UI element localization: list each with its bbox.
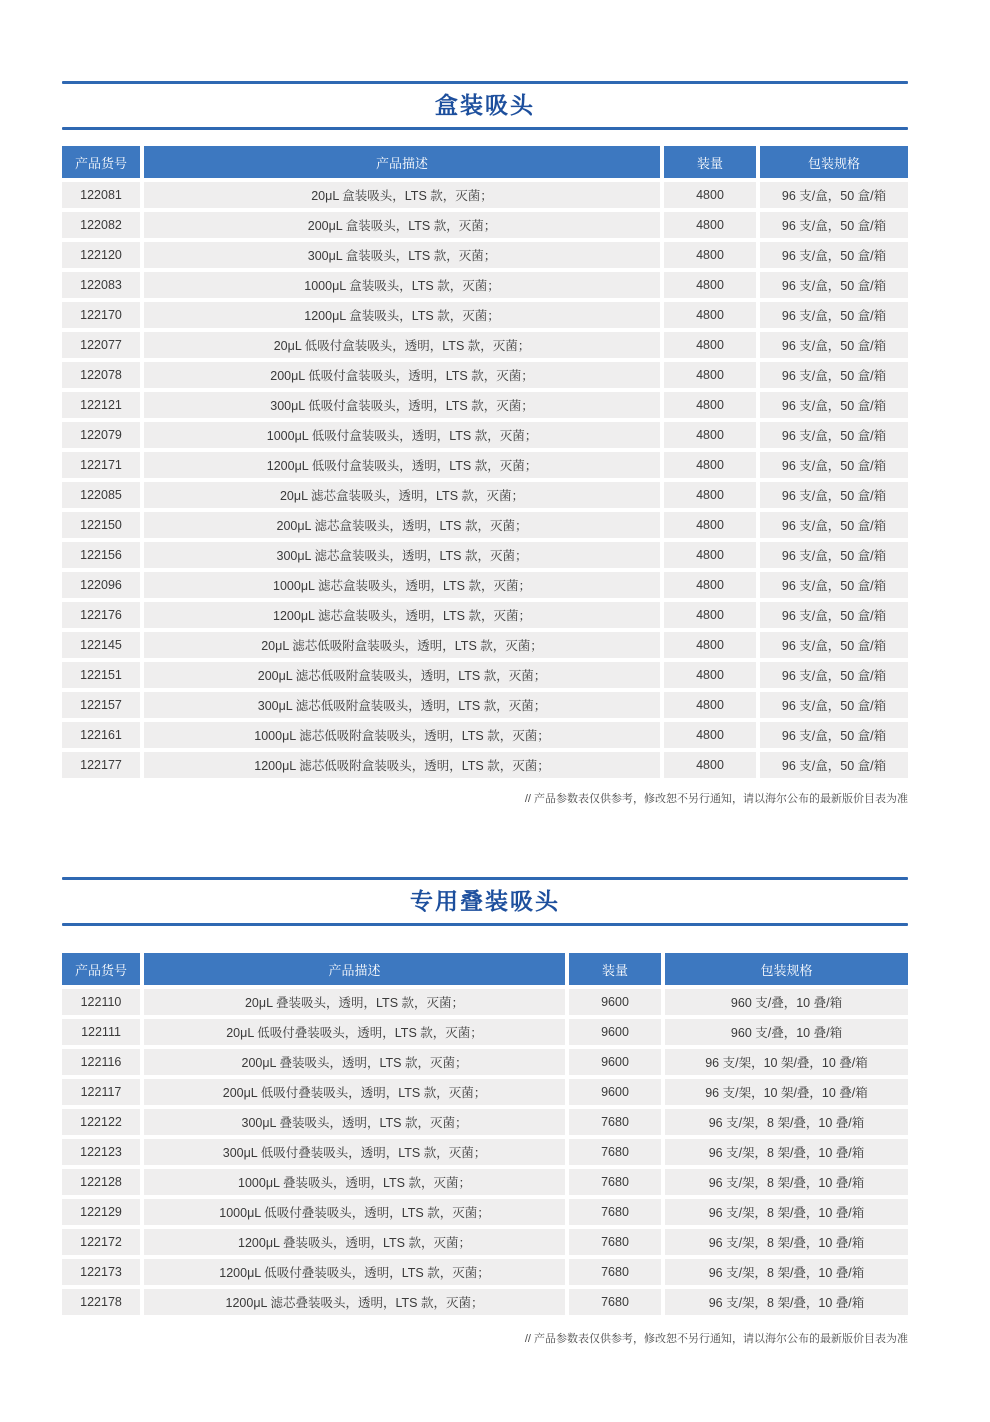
table-cell: 200μL 滤芯盒装吸头，透明，LTS 款，灭菌；	[144, 512, 660, 538]
column-header: 产品货号	[62, 953, 140, 985]
product-table-boxed-tips	[62, 146, 908, 778]
table-cell: 122110	[62, 989, 140, 1015]
table-cell: 960 支/叠，10 叠/箱	[665, 1019, 908, 1045]
table-cell: 122116	[62, 1049, 140, 1075]
table-cell: 7680	[569, 1229, 661, 1255]
table-cell: 1200μL 盒装吸头，LTS 款，灭菌；	[144, 302, 660, 328]
section-stacked-tips	[62, 877, 908, 1346]
table-cell: 1000μL 滤芯盒装吸头，透明，LTS 款，灭菌；	[144, 572, 660, 598]
table-cell: 7680	[569, 1289, 661, 1315]
table-cell: 20μL 低吸付叠装吸头，透明，LTS 款，灭菌；	[144, 1019, 565, 1045]
table-cell: 122150	[62, 512, 140, 538]
table-cell: 20μL 滤芯低吸附盒装吸头，透明，LTS 款，灭菌；	[144, 632, 660, 658]
table-cell: 96 支/盒，50 盒/箱	[760, 752, 908, 778]
product-table-stacked-tips	[62, 953, 908, 1315]
page	[62, 0, 908, 1346]
table-cell: 122177	[62, 752, 140, 778]
table-cell: 1200μL 滤芯叠装吸头，透明，LTS 款，灭菌；	[144, 1289, 565, 1315]
table-cell: 96 支/架，8 架/叠，10 叠/箱	[665, 1199, 908, 1225]
table-cell: 300μL 滤芯低吸附盒装吸头，透明，LTS 款，灭菌；	[144, 692, 660, 718]
table-cell: 122170	[62, 302, 140, 328]
table-cell: 122122	[62, 1109, 140, 1135]
table-cell: 96 支/盒，50 盒/箱	[760, 302, 908, 328]
table-cell: 4800	[664, 302, 756, 328]
table-cell: 4800	[664, 332, 756, 358]
table-cell: 96 支/盒，50 盒/箱	[760, 182, 908, 208]
table-cell: 1200μL 低吸付叠装吸头，透明，LTS 款，灭菌；	[144, 1259, 565, 1285]
table-cell: 300μL 低吸付盒装吸头，透明，LTS 款，灭菌；	[144, 392, 660, 418]
table-cell: 96 支/盒，50 盒/箱	[760, 242, 908, 268]
table-cell: 4800	[664, 452, 756, 478]
table-cell: 122173	[62, 1259, 140, 1285]
table-cell: 1000μL 滤芯低吸附盒装吸头，透明，LTS 款，灭菌；	[144, 722, 660, 748]
table-cell: 122161	[62, 722, 140, 748]
table-cell: 7680	[569, 1169, 661, 1195]
table-cell: 122079	[62, 422, 140, 448]
table-cell: 122085	[62, 482, 140, 508]
table-cell: 4800	[664, 242, 756, 268]
column-header: 包装规格	[665, 953, 908, 985]
column-header: 产品货号	[62, 146, 140, 178]
table-cell: 20μL 低吸付盒装吸头，透明，LTS 款，灭菌；	[144, 332, 660, 358]
table-cell: 96 支/盒，50 盒/箱	[760, 692, 908, 718]
table-cell: 1200μL 滤芯盒装吸头，透明，LTS 款，灭菌；	[144, 602, 660, 628]
table-cell: 122077	[62, 332, 140, 358]
table-cell: 4800	[664, 182, 756, 208]
table-cell: 9600	[569, 1079, 661, 1105]
table-cell: 122120	[62, 242, 140, 268]
table-cell: 122129	[62, 1199, 140, 1225]
table-cell: 4800	[664, 572, 756, 598]
table-cell: 4800	[664, 212, 756, 238]
table-cell: 96 支/盒，50 盒/箱	[760, 212, 908, 238]
table-cell: 96 支/盒，50 盒/箱	[760, 632, 908, 658]
column-header: 装量	[569, 953, 661, 985]
table-cell: 96 支/架，8 架/叠，10 叠/箱	[665, 1169, 908, 1195]
divider-rule-bottom	[62, 923, 908, 926]
section-title-stacked-tips: 专用叠装吸头	[410, 888, 560, 914]
table-cell: 9600	[569, 1049, 661, 1075]
table-cell: 122111	[62, 1019, 140, 1045]
table-cell: 4800	[664, 722, 756, 748]
table-cell: 122151	[62, 662, 140, 688]
table-cell: 122156	[62, 542, 140, 568]
table-cell: 122128	[62, 1169, 140, 1195]
table-cell: 122096	[62, 572, 140, 598]
table-cell: 122178	[62, 1289, 140, 1315]
table-cell: 96 支/盒，50 盒/箱	[760, 602, 908, 628]
table-cell: 300μL 低吸付叠装吸头，透明，LTS 款，灭菌；	[144, 1139, 565, 1165]
table-cell: 200μL 低吸付盒装吸头，透明，LTS 款，灭菌；	[144, 362, 660, 388]
table-cell: 7680	[569, 1139, 661, 1165]
table-cell: 96 支/盒，50 盒/箱	[760, 272, 908, 298]
table-cell: 122172	[62, 1229, 140, 1255]
table-cell: 122082	[62, 212, 140, 238]
column-header: 产品描述	[144, 146, 660, 178]
section-boxed-tips	[62, 81, 908, 806]
table-cell: 4800	[664, 422, 756, 448]
table-cell: 96 支/盒，50 盒/箱	[760, 332, 908, 358]
table-cell: 20μL 盒装吸头，LTS 款，灭菌；	[144, 182, 660, 208]
table-cell: 96 支/盒，50 盒/箱	[760, 542, 908, 568]
table-cell: 4800	[664, 692, 756, 718]
table-footnote: // 产品参数表仅供参考，修改恕不另行通知，请以海尔公布的最新版价目表为准	[524, 1333, 908, 1345]
table-cell: 200μL 滤芯低吸附盒装吸头，透明，LTS 款，灭菌；	[144, 662, 660, 688]
table-footnote: // 产品参数表仅供参考，修改恕不另行通知，请以海尔公布的最新版价目表为准	[524, 793, 908, 805]
table-cell: 7680	[569, 1109, 661, 1135]
column-header: 产品描述	[144, 953, 565, 985]
table-cell: 122083	[62, 272, 140, 298]
divider-rule-bottom	[62, 127, 908, 130]
table-cell: 4800	[664, 542, 756, 568]
table-cell: 122078	[62, 362, 140, 388]
table-cell: 200μL 叠装吸头，透明，LTS 款，灭菌；	[144, 1049, 565, 1075]
table-cell: 96 支/架，10 架/叠，10 叠/箱	[665, 1049, 908, 1075]
table-cell: 300μL 滤芯盒装吸头，透明，LTS 款，灭菌；	[144, 542, 660, 568]
table-cell: 4800	[664, 362, 756, 388]
table-cell: 1200μL 低吸付盒装吸头，透明，LTS 款，灭菌；	[144, 452, 660, 478]
table-cell: 122121	[62, 392, 140, 418]
table-cell: 1000μL 盒装吸头，LTS 款，灭菌；	[144, 272, 660, 298]
table-cell: 96 支/架，8 架/叠，10 叠/箱	[665, 1229, 908, 1255]
table-cell: 4800	[664, 272, 756, 298]
table-cell: 122171	[62, 452, 140, 478]
table-cell: 96 支/盒，50 盒/箱	[760, 392, 908, 418]
table-cell: 122117	[62, 1079, 140, 1105]
table-cell: 1000μL 低吸付盒装吸头，透明，LTS 款，灭菌；	[144, 422, 660, 448]
table-cell: 122157	[62, 692, 140, 718]
table-cell: 200μL 盒装吸头，LTS 款，灭菌；	[144, 212, 660, 238]
table-cell: 300μL 盒装吸头，LTS 款，灭菌；	[144, 242, 660, 268]
column-header: 包装规格	[760, 146, 908, 178]
table-cell: 9600	[569, 989, 661, 1015]
table-cell: 200μL 低吸付叠装吸头，透明，LTS 款，灭菌；	[144, 1079, 565, 1105]
table-cell: 96 支/盒，50 盒/箱	[760, 482, 908, 508]
table-cell: 1200μL 叠装吸头，透明，LTS 款，灭菌；	[144, 1229, 565, 1255]
table-cell: 96 支/盒，50 盒/箱	[760, 452, 908, 478]
table-cell: 9600	[569, 1019, 661, 1045]
table-cell: 20μL 滤芯盒装吸头，透明，LTS 款，灭菌；	[144, 482, 660, 508]
table-cell: 1000μL 低吸付叠装吸头，透明，LTS 款，灭菌；	[144, 1199, 565, 1225]
table-cell: 4800	[664, 602, 756, 628]
table-cell: 96 支/盒，50 盒/箱	[760, 422, 908, 448]
table-cell: 122123	[62, 1139, 140, 1165]
table-cell: 122145	[62, 632, 140, 658]
table-cell: 4800	[664, 632, 756, 658]
table-cell: 122081	[62, 182, 140, 208]
table-cell: 300μL 叠装吸头，透明，LTS 款，灭菌；	[144, 1109, 565, 1135]
table-cell: 960 支/叠，10 叠/箱	[665, 989, 908, 1015]
table-cell: 1200μL 滤芯低吸附盒装吸头，透明，LTS 款，灭菌；	[144, 752, 660, 778]
table-cell: 96 支/架，8 架/叠，10 叠/箱	[665, 1109, 908, 1135]
table-cell: 96 支/架，8 架/叠，10 叠/箱	[665, 1139, 908, 1165]
table-cell: 96 支/盒，50 盒/箱	[760, 662, 908, 688]
table-cell: 4800	[664, 752, 756, 778]
section-title-boxed-tips: 盒装吸头	[435, 92, 535, 118]
table-cell: 4800	[664, 662, 756, 688]
table-cell: 122176	[62, 602, 140, 628]
column-header: 装量	[664, 146, 756, 178]
table-cell: 96 支/盒，50 盒/箱	[760, 362, 908, 388]
table-cell: 96 支/盒，50 盒/箱	[760, 512, 908, 538]
table-cell: 1000μL 叠装吸头，透明，LTS 款，灭菌；	[144, 1169, 565, 1195]
table-cell: 96 支/盒，50 盒/箱	[760, 572, 908, 598]
table-cell: 96 支/架，8 架/叠，10 叠/箱	[665, 1259, 908, 1285]
table-cell: 96 支/架，8 架/叠，10 叠/箱	[665, 1289, 908, 1315]
table-cell: 4800	[664, 392, 756, 418]
table-cell: 7680	[569, 1259, 661, 1285]
table-cell: 96 支/盒，50 盒/箱	[760, 722, 908, 748]
table-cell: 20μL 叠装吸头，透明，LTS 款，灭菌；	[144, 989, 565, 1015]
table-cell: 96 支/架，10 架/叠，10 叠/箱	[665, 1079, 908, 1105]
table-cell: 7680	[569, 1199, 661, 1225]
table-cell: 4800	[664, 512, 756, 538]
table-cell: 4800	[664, 482, 756, 508]
